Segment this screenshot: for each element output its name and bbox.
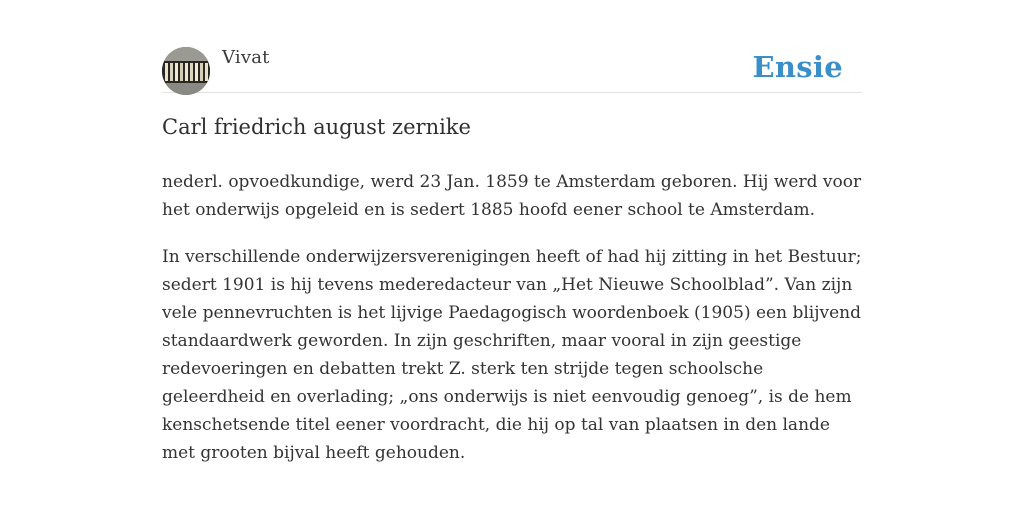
article-paragraph: In verschillende onderwijzersverenigingen heeft of had hij zitting in het Bestuur; sedert 1901 is hij tevens mederedacteur van „Het Nieuwe Schoolblad”. Van zijn vele pennevruchten is het lijvige Paedagogisch woordenboek (1905) een blijvend standaardwerk geworden. In zijn geschriften, maar vooral in zijn geestige redevoeringen en debatten trekt Z. sterk ten strijde tegen schoolsche geleerdheid en overlading; „ons onderwijs is niet eenvoudig genoeg”, is de hem kenschetsende titel eener voordracht, die hij op tal van plaatsen in den lande met grooten bijval heeft gehouden. xyxy=(162,247,862,463)
avatar[interactable] xyxy=(162,47,210,95)
article-paragraph: nederl. opvoedkundige, werd 23 Jan. 1859 te Amsterdam geboren. Hij werd voor het onderwijs opgeleid en is sedert 1885 hoofd eener school te Amsterdam. xyxy=(162,172,862,220)
article-title: Carl friedrich august zernike xyxy=(162,115,471,139)
book-stack-icon xyxy=(162,47,210,95)
article-body xyxy=(162,168,862,486)
brand-logo[interactable]: Ensie xyxy=(752,50,843,84)
source-name[interactable]: Vivat xyxy=(222,47,270,68)
header xyxy=(162,46,862,93)
